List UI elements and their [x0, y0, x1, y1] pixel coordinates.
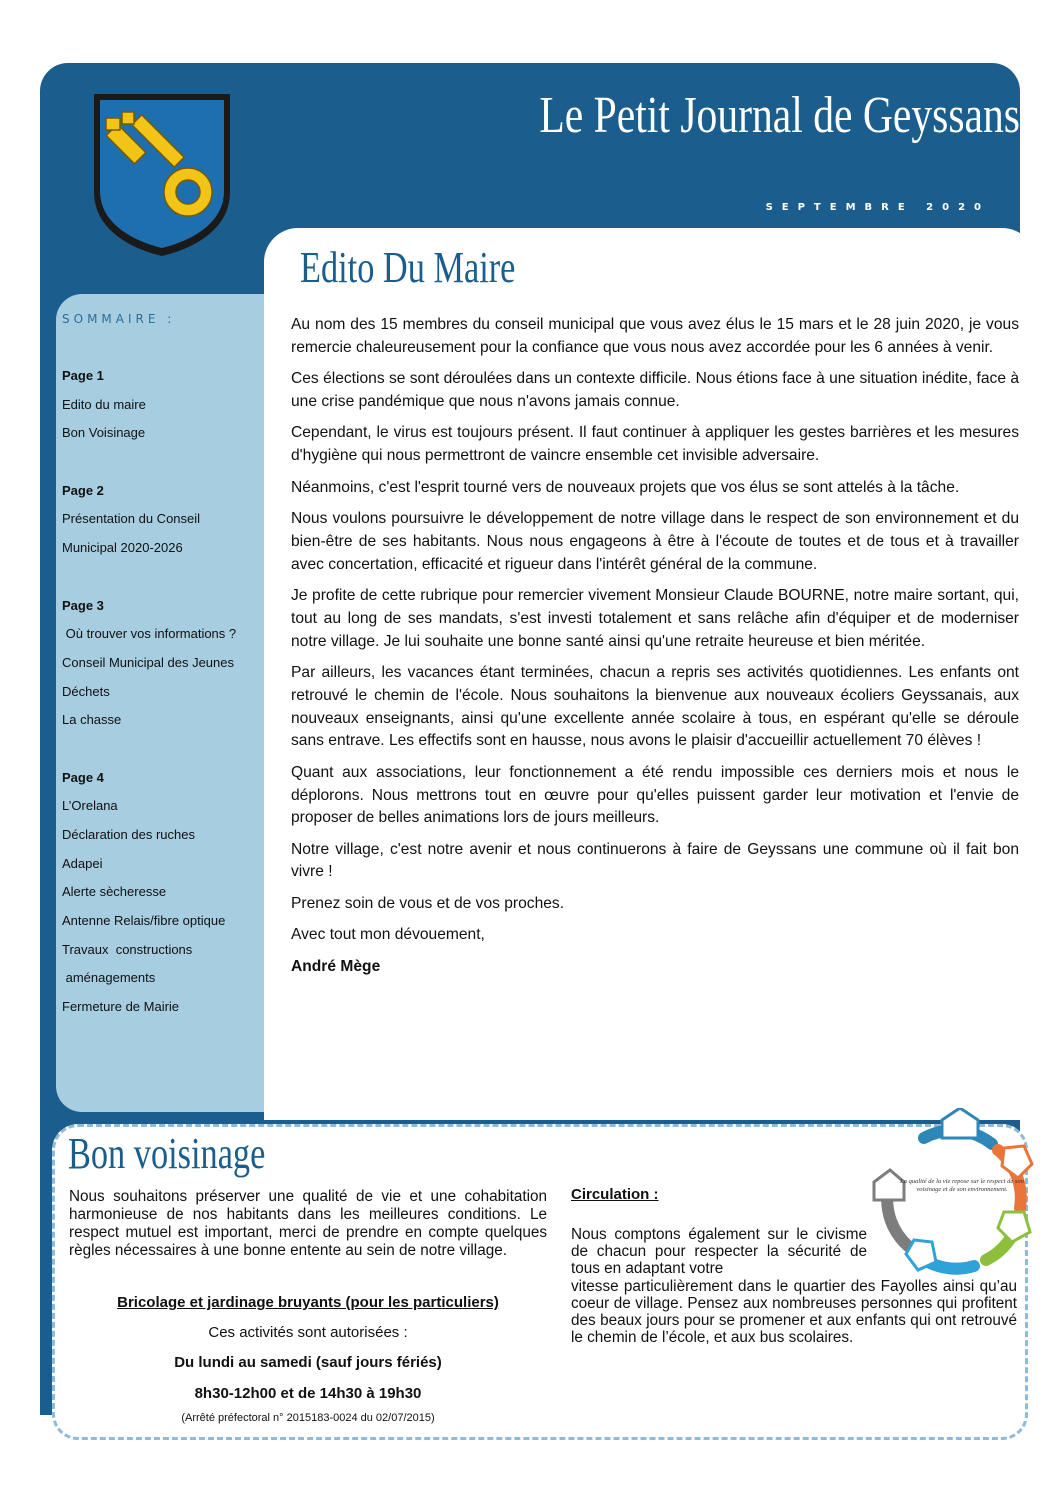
bricolage-heading: Bricolage et jardinage bruyants (pour les particuliers): [117, 1294, 499, 1311]
toc-page-label: Page 3: [62, 597, 104, 613]
bon-voisinage-intro: Nous souhaitons préserver une qualité de vie et une cohabitation harmonieuse de nos habitants dans les meilleures conditions. Le respect mutuel est important, merci de prendre en compte quelques règles nécessaires à une bonne entente au sein de notre village.: [69, 1188, 547, 1259]
jours-text: Du lundi au samedi (sauf jours fériés): [174, 1354, 442, 1371]
bon-voisinage-title: Bon voisinage: [68, 1129, 266, 1178]
village-houses-circle-icon: [864, 1108, 1034, 1288]
toc-item[interactable]: Edito du maire: [62, 396, 146, 412]
toc-item[interactable]: Déchets: [62, 683, 110, 699]
edito-paragraph: Notre village, c'est notre avenir et nous continuerons à faire de Geyssans une commune où il fait bon vivre !: [291, 840, 1019, 881]
toc-item[interactable]: Déclaration des ruches: [62, 827, 195, 842]
toc-item[interactable]: Municipal 2020-2026: [62, 540, 183, 556]
edito-paragraph: Quant aux associations, leur fonctionnement a été rendu impossible ces derniers mois et nous le déplorons. Nous mettrons tout en œuvre pour qu'elles puissent garder leur motivation et l'envie de proposer de belles animations lors de jours meilleurs.: [291, 763, 1019, 827]
village-graphic-caption: La qualité de la vie repose sur le respect de son voisinage et de son environnement.: [900, 1178, 1024, 1193]
edito-paragraph: Prenez soin de vous et de vos proches.: [291, 894, 565, 912]
toc-item[interactable]: Bon Voisinage: [62, 425, 146, 441]
edito-title: Edito Du Maire: [300, 243, 516, 292]
toc-item[interactable]: Antenne Relais/fibre optique: [62, 913, 226, 929]
toc-page-label: Page 4: [62, 769, 104, 785]
toc-page-label: Page 2: [62, 482, 104, 498]
circulation-text-rest: vitesse particulièrement dans le quartier des Fayolles ainsi qu’au coeur de village. Pensez aux nombreuses personnes qui profitent des beaux jours pour se promener et aux enfants qui ont retrouvé le chemin de l’école, et aux bus scolaires.: [571, 1277, 1017, 1347]
sommaire-title: SOMMAIRE :: [62, 312, 176, 326]
edito-paragraph: Cependant, le virus est toujours présent. Il faut continuer à appliquer les gestes barrières et les mesures d'hygiène qui nous permettront de vaincre ensemble cet invisible adversaire.: [291, 424, 1019, 465]
key-crest-icon: [88, 88, 236, 258]
circulation-text-narrow: Nous comptons également sur le civisme de chacun pour respecter la sécurité de tous en adaptant votre: [571, 1226, 867, 1278]
toc-item[interactable]: L’Orelana: [62, 798, 118, 814]
circulation-heading: Circulation :: [571, 1186, 659, 1203]
edito-paragraph: Au nom des 15 membres du conseil municipal que vous avez élus le 15 mars et le 28 juin 2020, je vous remercie chaleureusement pour la confiance que vous nous avez accordée pour les 6 années à venir.: [291, 316, 1019, 356]
horaires-text: 8h30-12h00 et de 14h30 à 19h30: [194, 1385, 422, 1402]
toc-page-label: Page 1: [62, 368, 104, 383]
edito-paragraph: Je profite de cette rubrique pour remercier vivement Monsieur Claude BOURNE, notre maire sortant, qui, tout au long de ses mandats, s'est investi totalement et sans relâche afin d'équiper et de moderniser notre village. Je lui souhaite une bonne santé ainsi qu'une retraite heureuse et bien méritée.: [291, 586, 1019, 650]
toc-item[interactable]: Adapei: [62, 855, 103, 871]
edito-paragraph: Par ailleurs, les vacances étant terminées, chacun a repris ses activités quotidiennes. Les enfants ont retrouvé le chemin de l'école. Nous souhaitons la bienvenue aux nouveaux écoliers Geyssanais, aux nouveaux enseignants, ainsi qu'une excellente année scolaire à tous, en espérant qu'elle se déroule sans entrave. Les effectifs sont en hausse, nous avons le plaisir d'accueillir actuellement 70 élèves !: [291, 663, 1019, 750]
toc-item[interactable]: Alerte sècheresse: [62, 884, 167, 900]
table-of-contents: [62, 362, 267, 1022]
toc-item[interactable]: La chasse: [62, 712, 122, 728]
edito-signature: André Mège: [291, 957, 381, 975]
toc-item[interactable]: Travaux constructions: [62, 941, 193, 957]
edito-paragraph: Néanmoins, c'est l'esprit tourné vers de nouveaux projets que vos élus se sont attelés à la tâche.: [291, 478, 960, 496]
edito-paragraph: Nous voulons poursuivre le développement de notre village dans le respect de son environnement et du bien-être de ses habitants. Nous nous engageons à être à l'écoute de toutes et de tous et à travailler avec concertation, efficacité et rigueur dans l'intérêt général de la commune.: [291, 509, 1019, 573]
edito-body: [291, 314, 1019, 987]
edito-paragraph: Avec tout mon dévouement,: [291, 926, 485, 944]
toc-item[interactable]: Fermeture de Mairie: [62, 999, 180, 1015]
arrete-text: (Arrêté préfectoral n° 2015183-0024 du 02/07/2015): [181, 1412, 435, 1424]
issue-date: SEPTEMBRE 2020: [765, 202, 990, 213]
toc-item[interactable]: Conseil Municipal des Jeunes: [62, 654, 234, 670]
autorisees-text: Ces activités sont autorisées :: [208, 1324, 408, 1341]
edito-paragraph: Ces élections se sont déroulées dans un contexte difficile. Nous étions face à une situation inédite, face à une crise pandémique que nous n'avons jamais connue.: [291, 370, 1019, 410]
toc-item[interactable]: aménagements: [62, 970, 156, 986]
journal-title: Le Petit Journal de Geyssans: [539, 87, 1020, 144]
toc-item[interactable]: Présentation du Conseil: [62, 511, 201, 527]
toc-item[interactable]: Où trouver vos informations ?: [62, 626, 237, 642]
